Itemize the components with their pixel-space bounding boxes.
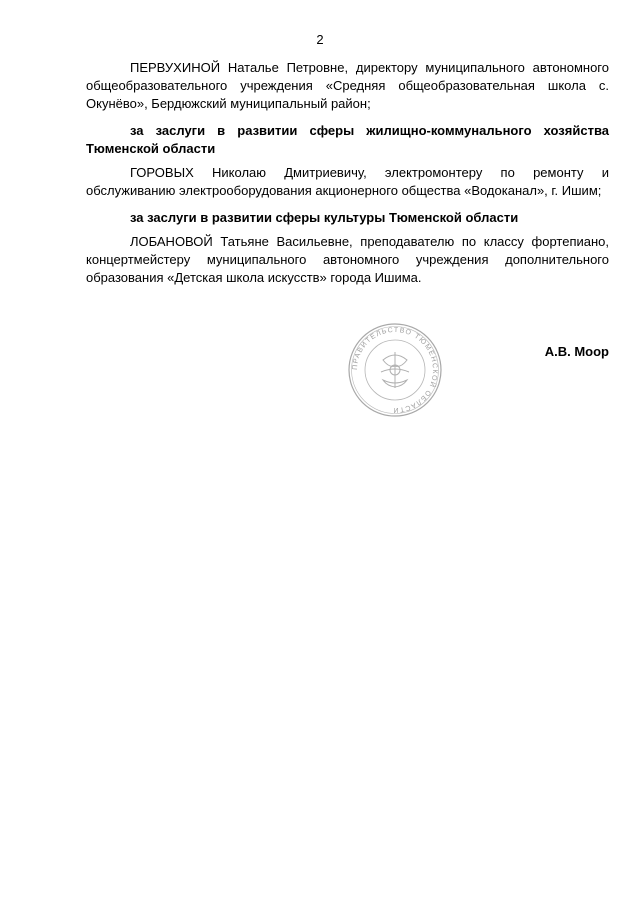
official-seal [347, 322, 443, 418]
award-paragraph-1: ПЕРВУХИНОЙ Наталье Петровне, директору муниципального автономного общеобразовательного учреждения «Средняя общеобразовательная школа с. Окунёво», Бердюжский муниципальный район; [86, 60, 609, 111]
signatory-name: А.В. Моор [544, 344, 609, 359]
seal-graphic [347, 322, 443, 418]
award-heading-housing: за заслуги в развитии сферы жилищно-коммунального хозяйства Тюменской области [86, 123, 609, 156]
seal-ring-text: ПРАВИТЕЛЬСТВО ТЮМЕНСКОЙ ОБЛАСТИ [351, 326, 439, 414]
award-paragraph-3: ЛОБАНОВОЙ Татьяне Васильевне, преподавателю по классу фортепиано, концертмейстеру муниципального автономного учреждения дополнительного образования «Детская школа искусств» города Ишима. [86, 234, 609, 285]
award-paragraph-2: ГОРОВЫХ Николаю Дмитриевичу, электромонтеру по ремонту и обслуживанию электрооборудования акционерного общества «Водоканал», г. Ишим; [86, 165, 609, 198]
document-body [86, 59, 609, 287]
page-number: 2 [316, 32, 324, 47]
award-heading-culture: за заслуги в развитии сферы культуры Тюменской области [130, 210, 519, 225]
